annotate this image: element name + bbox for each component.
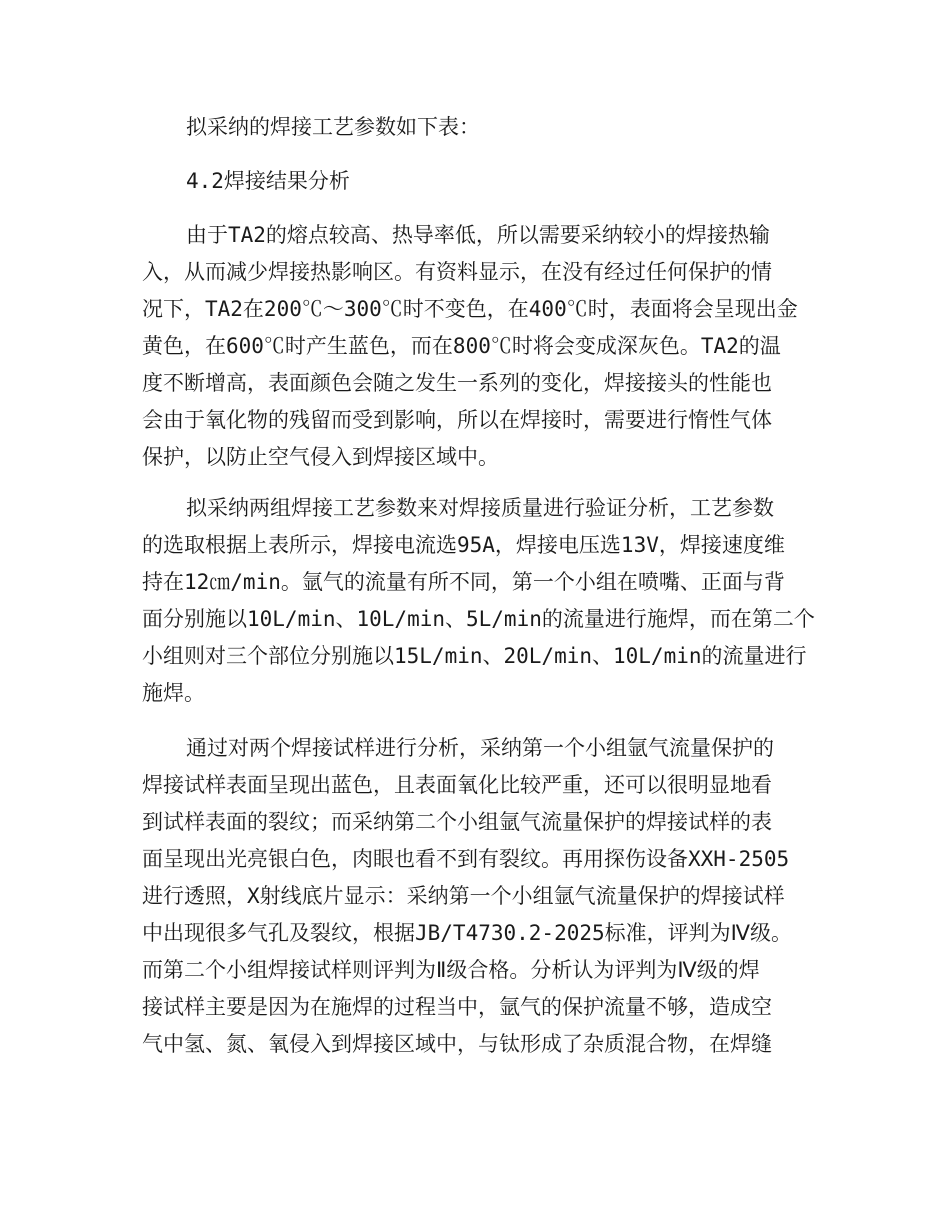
paragraph-line: 通过对两个焊接试样进行分析，采纳第一个小组氩气流量保护的 [186,736,774,760]
paragraph-line: 况下，TA2在200℃～300℃时不变色，在400℃时，表面将会呈现出金 [142,297,798,321]
paragraph-line: 入，从而减少焊接热影响区。有资料显示，在没有经过任何保护的情 [142,260,772,284]
section-heading: 4.2焊接结果分析 [186,169,350,193]
paragraph-line: 接试样主要是因为在施焊的过程当中，氩气的保护流量不够，造成空 [142,995,772,1019]
paragraph-line: 保护，以防止空气侵入到焊接区域中。 [142,445,499,469]
paragraph-line: 施焊。 [142,681,205,705]
paragraph-line: 进行透照，X射线底片显示：采纳第一个小组氩气流量保护的焊接试样 [142,884,785,908]
paragraph-line: 由于TA2的熔点较高、热导率低，所以需要采纳较小的焊接热输 [186,223,770,247]
paragraph-line: 焊接试样表面呈现出蓝色，且表面氧化比较严重，还可以很明显地看 [142,773,772,797]
paragraph-line: 会由于氧化物的残留而受到影响，所以在焊接时，需要进行惰性气体 [142,408,772,432]
paragraph-line: 度不断增高，表面颜色会随之发生一系列的变化，焊接接头的性能也 [142,371,772,395]
paragraph-line: 黄色，在600℃时产生蓝色，而在800℃时将会变成深灰色。TA2的温 [142,334,781,358]
paragraph-line: 持在12㎝/min。氩气的流量有所不同，第一个小组在喷嘴、正面与背 [142,570,785,594]
paragraph-line: 面分别施以10L/min、10L/min、5L/min的流量进行施焊，而在第二个 [142,607,815,631]
paragraph-line: 中出现很多气孔及裂纹，根据JB/T4730.2-2025标准，评判为Ⅳ级。 [142,921,793,945]
paragraph-line: 而第二个小组焊接试样则评判为Ⅱ级合格。分析认为评判为Ⅳ级的焊 [142,958,760,982]
paragraph-line: 气中氢、氮、氧侵入到焊接区域中，与钛形成了杂质混合物，在焊缝 [142,1032,772,1056]
paragraph-line: 拟采纳两组焊接工艺参数来对焊接质量进行验证分析，工艺参数 [186,496,774,520]
intro-line: 拟采纳的焊接工艺参数如下表： [186,115,480,139]
paragraph-line: 的选取根据上表所示，焊接电流选95A，焊接电压选13V，焊接速度维 [142,533,785,557]
paragraph-line: 到试样表面的裂纹；而采纳第二个小组氩气流量保护的焊接试样的表 [142,810,772,834]
paragraph-line: 小组则对三个部位分别施以15L/min、20L/min、10L/min的流量进行 [142,644,807,668]
paragraph-line: 面呈现出光亮银白色，肉眼也看不到有裂纹。再用探伤设备XXH-2505 [142,847,790,871]
